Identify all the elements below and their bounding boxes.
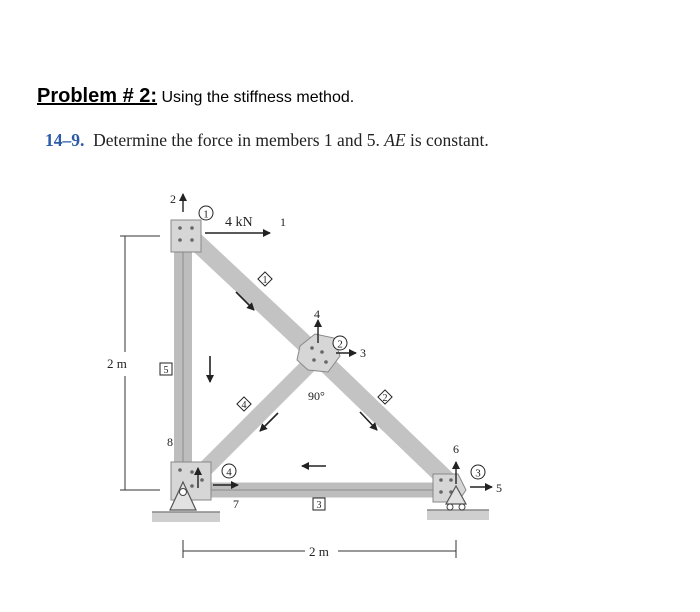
dof-label-2: 2 bbox=[170, 192, 176, 206]
right-ground bbox=[427, 510, 489, 520]
problem-text-a: Determine the force in members 1 and 5. bbox=[93, 130, 380, 150]
member-4-label: 4 bbox=[241, 400, 247, 411]
problem-heading-lead: Problem # 2: bbox=[37, 85, 158, 107]
dof-label-1: 1 bbox=[280, 215, 286, 229]
member-2-diagonal bbox=[318, 356, 450, 483]
angle-label: 90° bbox=[308, 389, 325, 403]
dof-label-6: 6 bbox=[453, 442, 459, 456]
problem-text-b: is constant. bbox=[409, 130, 489, 150]
dof-label-3: 3 bbox=[360, 346, 366, 360]
dof-label-7: 7 bbox=[233, 497, 239, 511]
member-4-diagonal bbox=[196, 362, 312, 478]
node-4-label: 4 bbox=[226, 466, 232, 479]
member-5-label: 5 bbox=[163, 365, 169, 376]
node-1-label: 1 bbox=[203, 208, 209, 221]
problem-number: 14–9. bbox=[45, 130, 85, 150]
member-2-label: 2 bbox=[382, 393, 388, 404]
load-label: 4 kN bbox=[225, 215, 253, 230]
left-ground bbox=[152, 512, 220, 522]
height-label: 2 m bbox=[107, 356, 127, 371]
node-2-label: 2 bbox=[337, 338, 343, 351]
dof-label-8: 8 bbox=[167, 435, 173, 449]
member-3-label: 3 bbox=[316, 500, 322, 511]
width-label: 2 m bbox=[309, 544, 329, 559]
dof-label-5: 5 bbox=[496, 481, 502, 495]
member-1-label: 1 bbox=[262, 275, 268, 286]
gusset-node-1 bbox=[171, 220, 201, 252]
node-3-label: 3 bbox=[475, 467, 481, 480]
problem-text-ae: AE bbox=[384, 130, 406, 150]
dof-label-4: 4 bbox=[314, 307, 320, 321]
member-1-diagonal bbox=[192, 238, 318, 356]
problem-heading-method: Using the stiffness method. bbox=[157, 89, 355, 106]
